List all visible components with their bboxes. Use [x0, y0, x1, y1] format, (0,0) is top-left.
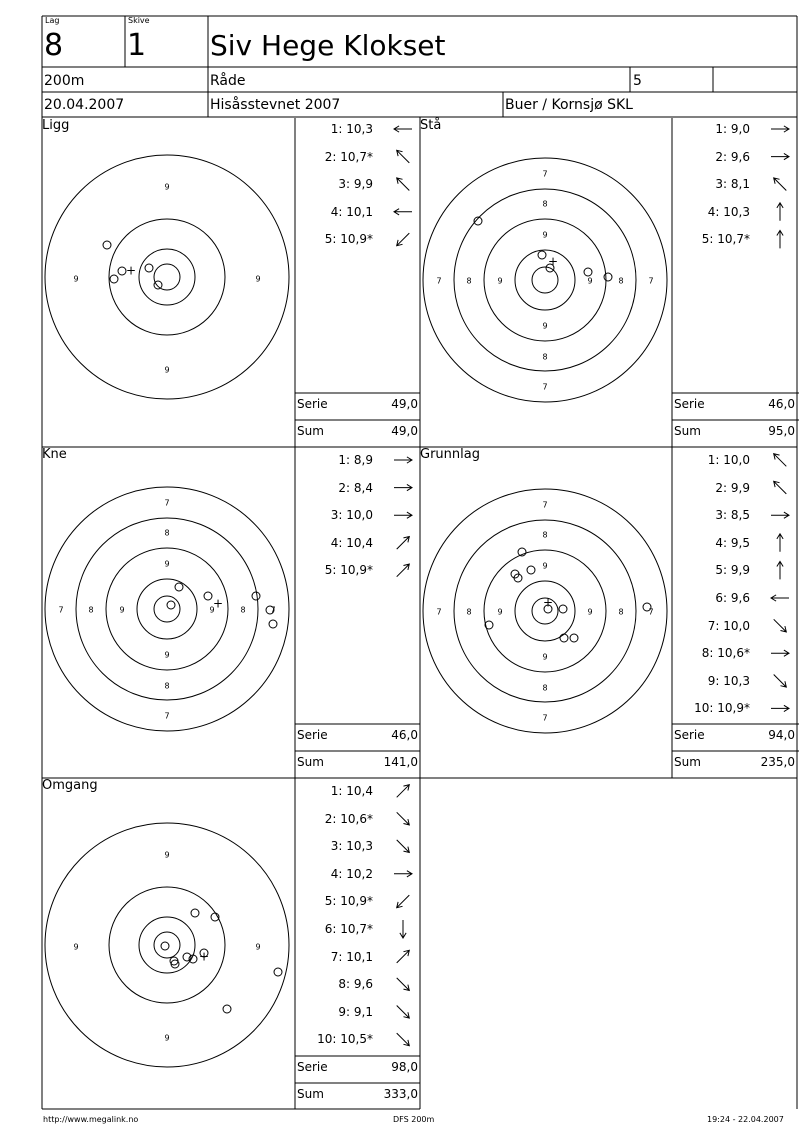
- lag-value: 8: [44, 28, 64, 63]
- group-centre-mark: +: [198, 949, 210, 964]
- shot-value: 7: 10,1: [330, 949, 373, 964]
- shot-value: 5: 10,9*: [324, 894, 373, 909]
- group-centre-mark: +: [125, 263, 137, 278]
- shot-value: 10: 10,5*: [317, 1032, 373, 1047]
- shot-direction-arrow: [397, 840, 410, 853]
- sum-value: 235,0: [760, 755, 795, 769]
- ring-label: 8: [240, 605, 246, 615]
- shot-hole: [204, 592, 212, 600]
- serie-label: Serie: [297, 728, 328, 742]
- ring-label: 8: [466, 276, 472, 286]
- shot-hole: [191, 909, 199, 917]
- shot-hole: [274, 968, 282, 976]
- distance: 200m: [44, 73, 85, 89]
- ring-label: 9: [587, 276, 593, 286]
- shot-hole: [118, 267, 126, 275]
- serie-value: 94,0: [768, 728, 795, 742]
- shot-value: 2: 9,9: [715, 480, 750, 495]
- shot-hole: [560, 634, 568, 642]
- shot-value: 10: 10,9*: [694, 701, 750, 716]
- shot-direction-arrow: [397, 537, 410, 550]
- shot-value: 2: 10,7*: [324, 149, 373, 164]
- shot-direction-arrow: [397, 895, 410, 908]
- ring-label: 9: [497, 607, 503, 617]
- shot-hole: [269, 620, 277, 628]
- ring-label: 9: [542, 652, 548, 662]
- target-ring: [154, 596, 180, 622]
- class: 5: [633, 73, 642, 89]
- shot-value: 4: 10,4: [330, 535, 373, 550]
- shot-hole: [145, 264, 153, 272]
- serie-label: Serie: [297, 1060, 328, 1074]
- ring-label: 7: [542, 169, 548, 179]
- shot-direction-arrow: [394, 512, 412, 518]
- skive-value: 1: [127, 28, 147, 63]
- serie-value: 49,0: [391, 397, 418, 411]
- shot-direction-arrow: [394, 126, 412, 132]
- ring-label: 9: [542, 230, 548, 240]
- shot-value: 9: 10,3: [707, 673, 750, 688]
- sum-label: Sum: [674, 755, 701, 769]
- shot-direction-arrow: [400, 920, 406, 938]
- shot-direction-arrow: [777, 230, 783, 248]
- shot-value: 3: 10,3: [330, 839, 373, 854]
- shot-value: 8: 9,6: [338, 977, 373, 992]
- club-name: Buer / Kornsjø SKL: [505, 97, 633, 113]
- shot-direction-arrow: [397, 564, 410, 577]
- serie-label: Serie: [674, 397, 705, 411]
- shot-value: 3: 8,1: [715, 177, 750, 192]
- shot-hole: [103, 241, 111, 249]
- shot-direction-arrow: [397, 978, 410, 991]
- shot-direction-arrow: [397, 785, 410, 798]
- shot-hole: [154, 281, 162, 289]
- sum-label: Sum: [297, 755, 324, 769]
- shot-hole: [485, 621, 493, 629]
- shot-direction-arrow: [774, 481, 787, 494]
- shot-hole: [538, 251, 546, 259]
- lag-label: Lag: [45, 16, 60, 25]
- shot-hole: [570, 634, 578, 642]
- shot-value: 5: 10,9*: [324, 563, 373, 578]
- shot-hole: [604, 273, 612, 281]
- section-title-st-: Stå: [420, 118, 442, 133]
- group-centre-mark: +: [212, 596, 224, 611]
- ring-label: 9: [164, 182, 170, 192]
- shot-direction-arrow: [397, 178, 410, 191]
- footer-program: DFS 200m: [393, 1115, 435, 1124]
- ring-label: 8: [542, 683, 548, 693]
- ring-label: 7: [542, 382, 548, 392]
- place: Råde: [210, 73, 246, 89]
- target-ring: [515, 250, 575, 310]
- shot-direction-arrow: [771, 512, 789, 518]
- footer-url: http://www.megalink.no: [43, 1115, 139, 1124]
- shot-direction-arrow: [397, 233, 410, 246]
- shot-direction-arrow: [394, 457, 412, 463]
- shot-value: 7: 10,0: [707, 618, 750, 633]
- ring-label: 9: [497, 276, 503, 286]
- ring-label: 9: [164, 850, 170, 860]
- ring-label: 7: [542, 500, 548, 510]
- serie-label: Serie: [674, 728, 705, 742]
- target-ring: [454, 189, 636, 371]
- ring-label: 8: [618, 607, 624, 617]
- ring-label: 8: [542, 199, 548, 209]
- shot-value: 3: 8,5: [715, 508, 750, 523]
- target-ring: [45, 823, 289, 1067]
- ring-label: 8: [542, 352, 548, 362]
- serie-label: Serie: [297, 397, 328, 411]
- shot-direction-arrow: [397, 150, 410, 163]
- skive-label: Skive: [128, 16, 150, 25]
- ring-label: 7: [648, 607, 654, 617]
- ring-label: 9: [164, 1033, 170, 1043]
- shot-hole: [584, 268, 592, 276]
- ring-label: 9: [255, 274, 261, 284]
- shot-value: 6: 9,6: [715, 591, 750, 605]
- shot-hole: [167, 601, 175, 609]
- ring-label: 7: [270, 605, 276, 615]
- ring-label: 8: [88, 605, 94, 615]
- sum-value: 49,0: [391, 424, 418, 438]
- group-centre-mark: +: [542, 595, 554, 610]
- shot-hole: [110, 275, 118, 283]
- shot-direction-arrow: [771, 153, 789, 159]
- serie-value: 46,0: [768, 397, 795, 411]
- ring-label: 9: [164, 559, 170, 569]
- section-title-grunnlag: Grunnlag: [420, 447, 480, 462]
- shot-direction-arrow: [774, 454, 787, 467]
- ring-label: 8: [542, 530, 548, 540]
- section-title-omgang: Omgang: [42, 778, 98, 793]
- sum-label: Sum: [674, 424, 701, 438]
- shot-value: 5: 9,9: [715, 563, 750, 578]
- target-ring: [423, 158, 667, 402]
- shot-direction-arrow: [774, 675, 787, 688]
- shot-value: 3: 9,9: [338, 177, 373, 192]
- shot-direction-arrow: [397, 1033, 410, 1046]
- shot-direction-arrow: [397, 950, 410, 963]
- ring-label: 7: [436, 607, 442, 617]
- shot-direction-arrow: [394, 871, 412, 877]
- shot-value: 2: 9,6: [715, 149, 750, 164]
- sum-value: 141,0: [383, 755, 418, 769]
- sum-value: 95,0: [768, 424, 795, 438]
- ring-label: 7: [58, 605, 64, 615]
- target-ring: [154, 264, 180, 290]
- shot-value: 5: 10,9*: [324, 232, 373, 247]
- ring-label: 9: [73, 942, 79, 952]
- ring-label: 8: [164, 681, 170, 691]
- serie-value: 98,0: [391, 1060, 418, 1074]
- shot-direction-arrow: [394, 209, 412, 215]
- group-centre-mark: +: [547, 254, 559, 269]
- shot-value: 1: 8,9: [338, 453, 373, 467]
- event-name: Hisåsstevnet 2007: [210, 97, 341, 113]
- shot-direction-arrow: [774, 178, 787, 191]
- ring-label: 9: [164, 650, 170, 660]
- ring-label: 9: [164, 365, 170, 375]
- shot-value: 1: 9,0: [715, 122, 750, 136]
- ring-label: 8: [618, 276, 624, 286]
- ring-label: 9: [255, 942, 261, 952]
- target-ring: [45, 155, 289, 399]
- shooter-name: Siv Hege Klokset: [210, 29, 446, 62]
- shot-value: 4: 10,2: [330, 866, 373, 881]
- sum-label: Sum: [297, 1087, 324, 1101]
- shot-value: 1: 10,4: [330, 784, 373, 798]
- footer-timestamp: 19:24 - 22.04.2007: [707, 1115, 784, 1124]
- shot-hole: [175, 583, 183, 591]
- shot-value: 2: 10,6*: [324, 811, 373, 826]
- shot-value: 4: 10,3: [707, 204, 750, 219]
- shot-value: 1: 10,0: [707, 453, 750, 467]
- shot-value: 3: 10,0: [330, 508, 373, 523]
- ring-label: 9: [587, 607, 593, 617]
- shot-value: 2: 8,4: [338, 480, 373, 495]
- ring-label: 7: [164, 498, 170, 508]
- ring-label: 8: [466, 607, 472, 617]
- target-ring: [109, 887, 225, 1003]
- shot-hole: [559, 605, 567, 613]
- shot-hole: [252, 592, 260, 600]
- sum-label: Sum: [297, 424, 324, 438]
- shot-value: 8: 10,6*: [701, 646, 750, 661]
- shot-value: 5: 10,7*: [701, 232, 750, 247]
- section-title-kne: Kne: [42, 447, 67, 462]
- shot-value: 4: 10,1: [330, 204, 373, 219]
- ring-label: 9: [542, 321, 548, 331]
- section-title-ligg: Ligg: [42, 118, 70, 133]
- shot-value: 9: 9,1: [338, 1004, 373, 1019]
- ring-label: 7: [164, 711, 170, 721]
- shot-hole: [223, 1005, 231, 1013]
- target-ring: [76, 518, 258, 700]
- target-ring: [45, 487, 289, 731]
- shot-direction-arrow: [771, 650, 789, 656]
- date: 20.04.2007: [44, 97, 125, 113]
- ring-label: 8: [164, 528, 170, 538]
- ring-label: 9: [542, 561, 548, 571]
- shot-value: 1: 10,3: [330, 122, 373, 136]
- shot-direction-arrow: [774, 619, 787, 632]
- shot-hole: [527, 566, 535, 574]
- target-ring: [154, 932, 180, 958]
- shot-direction-arrow: [777, 534, 783, 552]
- ring-label: 7: [542, 713, 548, 723]
- shot-direction-arrow: [771, 126, 789, 132]
- shot-direction-arrow: [771, 595, 789, 601]
- ring-label: 7: [436, 276, 442, 286]
- serie-value: 46,0: [391, 728, 418, 742]
- sum-value: 333,0: [383, 1087, 418, 1101]
- shot-direction-arrow: [777, 561, 783, 579]
- ring-label: 7: [648, 276, 654, 286]
- shot-hole: [161, 942, 169, 950]
- shot-direction-arrow: [394, 484, 412, 490]
- shot-direction-arrow: [397, 1006, 410, 1019]
- shot-value: 4: 9,5: [715, 535, 750, 550]
- shot-hole: [171, 960, 179, 968]
- target-ring: [139, 917, 195, 973]
- shot-direction-arrow: [771, 705, 789, 711]
- ring-label: 9: [119, 605, 125, 615]
- ring-label: 9: [209, 605, 215, 615]
- target-ring: [139, 249, 195, 305]
- target-ring: [532, 267, 558, 293]
- ring-label: 9: [73, 274, 79, 284]
- shot-direction-arrow: [777, 203, 783, 221]
- shot-direction-arrow: [397, 812, 410, 825]
- target-ring: [137, 579, 197, 639]
- shot-value: 6: 10,7*: [324, 922, 373, 936]
